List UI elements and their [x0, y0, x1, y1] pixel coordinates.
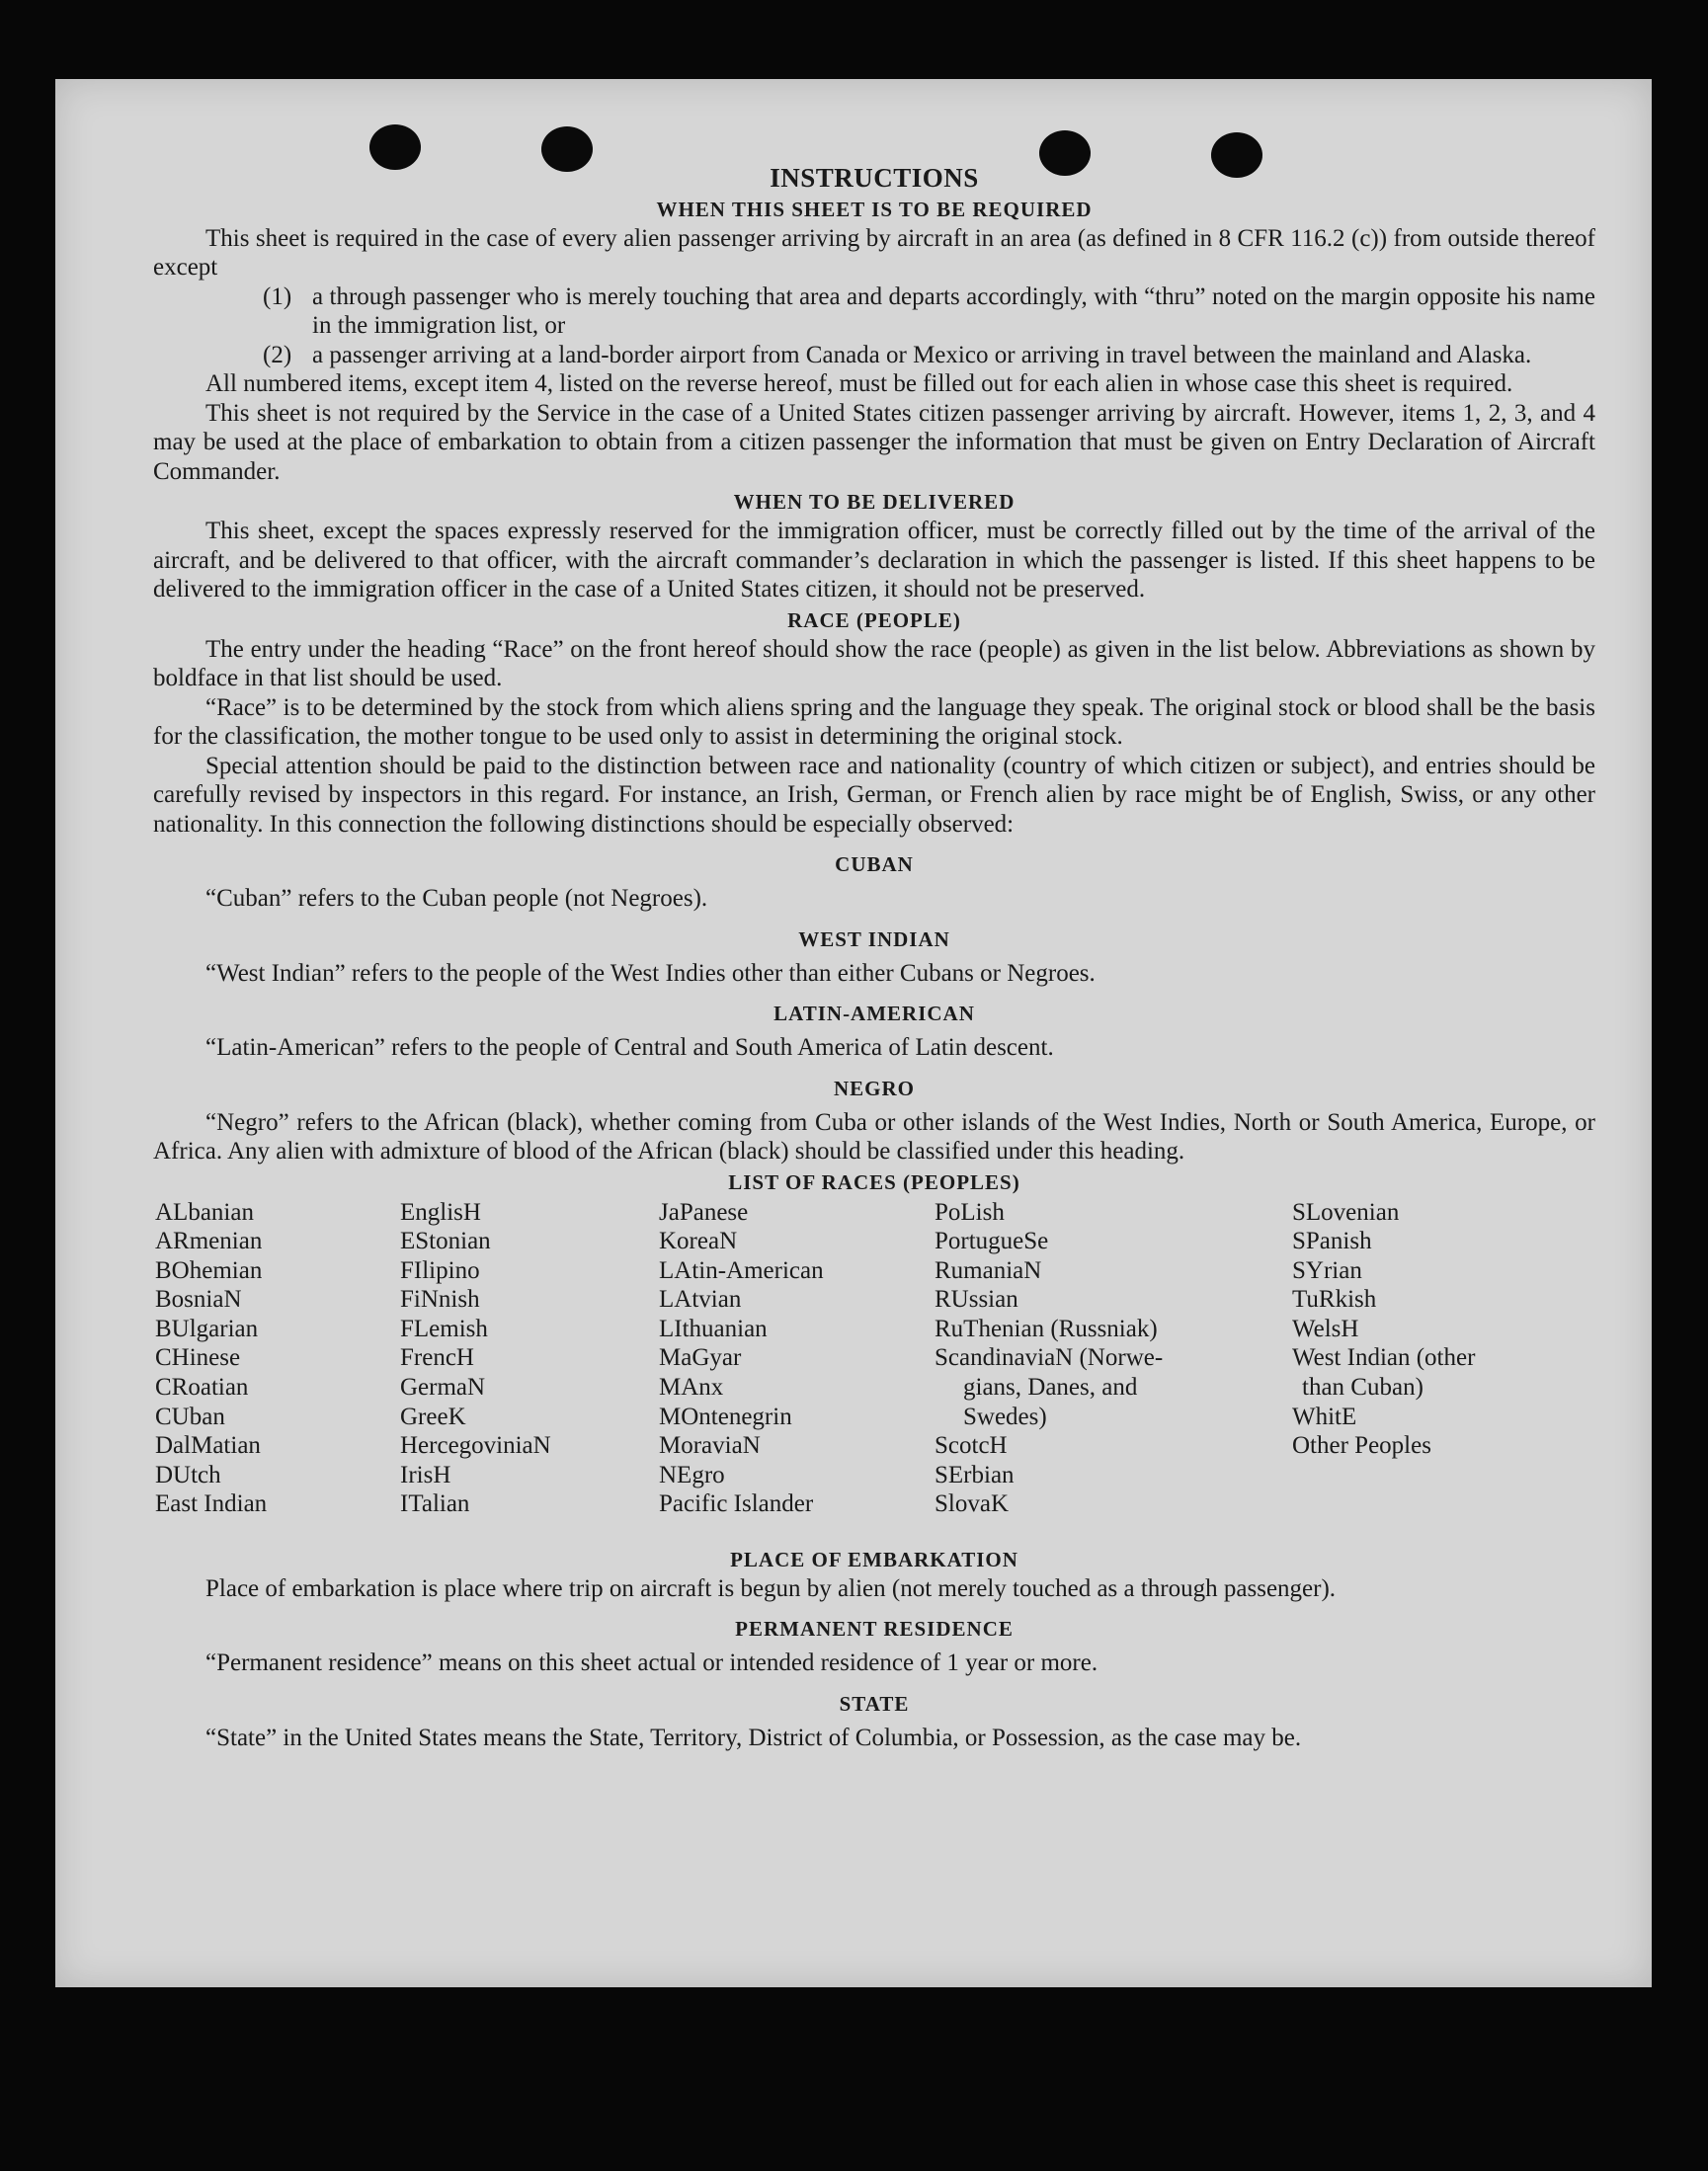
- race-entry: CRoatian: [155, 1374, 249, 1402]
- races-list: [153, 1198, 1595, 1544]
- instructions-body: [153, 164, 1595, 1752]
- race-entry: SLovenian: [1292, 1198, 1400, 1226]
- race-entry: ITalian: [400, 1490, 470, 1518]
- race-entry: Pacific Islander: [659, 1490, 814, 1518]
- races-column: [155, 1198, 267, 1520]
- race-entry: LAtvian: [659, 1286, 742, 1314]
- paragraph: This sheet is not required by the Service in the case of a United States citizen passenger arriving by aircraft. However, items 1, 2, 3, and 4 may be used at the place of embarkation to obtain from a citizen passenger the information that must be given on Entry Declaration of Aircraft Commander.: [153, 399, 1595, 485]
- race-entry: MOntenegrin: [659, 1403, 792, 1430]
- race-entry: West Indian (other: [1292, 1344, 1476, 1372]
- race-entry: East Indian: [155, 1490, 268, 1518]
- heading-latin-american: LATIN-AMERICAN: [773, 1002, 975, 1025]
- paragraph: Special attention should be paid to the distinction between race and nationality (country of which citizen or subject), and entries should be carefully revised by inspectors in this regard. For instance, an Irish, German, or French alien by race might be of English, Swiss, or any other nationality. In this connection the following distinctions should be especially observed:: [153, 752, 1595, 838]
- list-item: [263, 341, 1595, 370]
- race-entry: FLemish: [400, 1315, 488, 1342]
- heading-when-delivered: WHEN TO BE DELIVERED: [733, 490, 1016, 514]
- paragraph: “Race” is to be determined by the stock from which aliens spring and the language they speak. The original stock or blood shall be the basis for the classification, the mother tongue to be used only to assist in determining the original stock.: [153, 693, 1595, 750]
- heading-negro: NEGRO: [833, 1076, 915, 1100]
- heading-west-indian: WEST INDIAN: [798, 926, 950, 951]
- paragraph: “West Indian” refers to the people of the West Indies other than either Cubans or Negroes.: [205, 959, 1096, 987]
- paragraph: This sheet is required in the case of every alien passenger arriving by aircraft in an area (as defined in 8 CFR 116.2 (c)) from outside thereof except: [153, 224, 1595, 281]
- heading-state: STATE: [839, 1691, 910, 1716]
- race-entry: GreeK: [400, 1403, 466, 1430]
- race-entry: PortugueSe: [935, 1228, 1049, 1255]
- race-entry: RuThenian (Russniak): [935, 1315, 1158, 1342]
- race-entry: MoraviaN: [659, 1432, 761, 1460]
- race-entry: NEgro: [659, 1461, 725, 1488]
- race-entry: RUssian: [935, 1286, 1018, 1314]
- heading-when-required: WHEN THIS SHEET IS TO BE REQUIRED: [656, 197, 1093, 221]
- race-entry: BOhemian: [155, 1256, 263, 1284]
- race-entry: ScandinaviaN (Norwe-: [935, 1344, 1164, 1372]
- heading-list-of-races: LIST OF RACES (PEOPLES): [728, 1169, 1020, 1194]
- item-text: a through passenger who is merely touching that area and departs accordingly, with “thru” noted on the margin opposite his name in the immigration list, or: [312, 282, 1595, 339]
- race-entry: SYrian: [1292, 1256, 1362, 1284]
- race-entry: CUban: [155, 1403, 225, 1430]
- race-entry: RumaniaN: [935, 1256, 1042, 1284]
- race-entry: ScotcH: [935, 1432, 1008, 1460]
- race-entry: SPanish: [1292, 1228, 1372, 1255]
- race-entry: CHinese: [155, 1344, 241, 1372]
- race-entry: DalMatian: [155, 1432, 261, 1460]
- race-entry: ALbanian: [155, 1198, 254, 1226]
- races-column: [1292, 1198, 1540, 1461]
- race-entry: WhitE: [1292, 1403, 1357, 1430]
- race-entry: EnglisH: [400, 1198, 481, 1226]
- item-number: (1): [263, 282, 292, 310]
- item-text: a passenger arriving at a land-border airport from Canada or Mexico or arriving in travel between the mainland and Alaska.: [312, 341, 1532, 368]
- paragraph: All numbered items, except item 4, listed on the reverse hereof, must be filled out for each alien in whose case this sheet is required.: [205, 370, 1513, 397]
- race-entry-continued: Swedes): [963, 1403, 1047, 1430]
- race-entry: WelsH: [1292, 1315, 1359, 1342]
- race-entry: SlovaK: [935, 1490, 1009, 1518]
- race-entry: KoreaN: [659, 1228, 738, 1255]
- races-column: [400, 1198, 551, 1520]
- race-entry: FIlipino: [400, 1256, 480, 1284]
- race-entry: IrisH: [400, 1461, 451, 1488]
- race-entry: MAnx: [659, 1374, 724, 1402]
- race-entry: EStonian: [400, 1228, 491, 1255]
- heading-permanent-residence: PERMANENT RESIDENCE: [735, 1617, 1014, 1641]
- races-column: [659, 1198, 824, 1520]
- document-page: [55, 79, 1652, 1987]
- page-title: INSTRUCTIONS: [770, 163, 979, 193]
- race-entry: PoLish: [935, 1198, 1005, 1226]
- race-entry-continued: gians, Danes, and: [963, 1374, 1138, 1402]
- races-column: [935, 1198, 1216, 1520]
- race-entry: TuRkish: [1292, 1286, 1377, 1314]
- race-entry: MaGyar: [659, 1344, 742, 1372]
- paragraph: “State” in the United States means the State, Territory, District of Columbia, or Possession, as the case may be.: [205, 1724, 1302, 1751]
- race-entry: HercegoviniaN: [400, 1432, 551, 1460]
- race-entry: Other Peoples: [1292, 1432, 1431, 1460]
- race-entry: LAtin-American: [659, 1256, 824, 1284]
- paragraph: Place of embarkation is place where trip on aircraft is begun by alien (not merely touched as a through passenger).: [205, 1574, 1337, 1602]
- paragraph: “Cuban” refers to the Cuban people (not Negroes).: [205, 885, 708, 912]
- item-number: (2): [263, 341, 292, 368]
- race-entry: BUlgarian: [155, 1315, 259, 1342]
- race-entry: FiNnish: [400, 1286, 480, 1314]
- race-entry-continued: than Cuban): [1302, 1374, 1423, 1402]
- heading-place-of-embarkation: PLACE OF EMBARKATION: [730, 1547, 1018, 1571]
- race-entry: JaPanese: [659, 1198, 749, 1226]
- list-item: [263, 282, 1595, 341]
- race-entry: SErbian: [935, 1461, 1015, 1488]
- paragraph: “Permanent residence” means on this sheet actual or intended residence of 1 year or more.: [205, 1649, 1098, 1676]
- paragraph: This sheet, except the spaces expressly reserved for the immigration officer, must be correctly filled out by the time of the arrival of the aircraft, and be delivered to that officer, with the aircraft commander’s declaration in which the passenger is listed. If this sheet happens to be delivered to the immigration officer in the case of a United States citizen, it should not be preserved.: [153, 518, 1595, 603]
- paragraph: “Negro” refers to the African (black), whether coming from Cuba or other islands of the West Indies, North or South America, Europe, or Africa. Any alien with admixture of blood of the African (black) should be classified under this heading.: [153, 1108, 1595, 1165]
- race-entry: GermaN: [400, 1374, 486, 1402]
- paragraph: The entry under the heading “Race” on the front hereof should show the race (people) as given in the list below. Abbreviations as shown by boldface in that list should be used.: [153, 635, 1595, 691]
- race-entry: FrencH: [400, 1344, 474, 1372]
- race-entry: ARmenian: [155, 1228, 263, 1255]
- race-entry: DUtch: [155, 1461, 221, 1488]
- race-entry: BosniaN: [155, 1286, 242, 1314]
- paragraph: “Latin-American” refers to the people of Central and South America of Latin descent.: [205, 1034, 1054, 1061]
- heading-cuban: CUBAN: [835, 852, 914, 876]
- race-entry: LIthuanian: [659, 1315, 768, 1342]
- heading-race: RACE (PEOPLE): [787, 607, 961, 632]
